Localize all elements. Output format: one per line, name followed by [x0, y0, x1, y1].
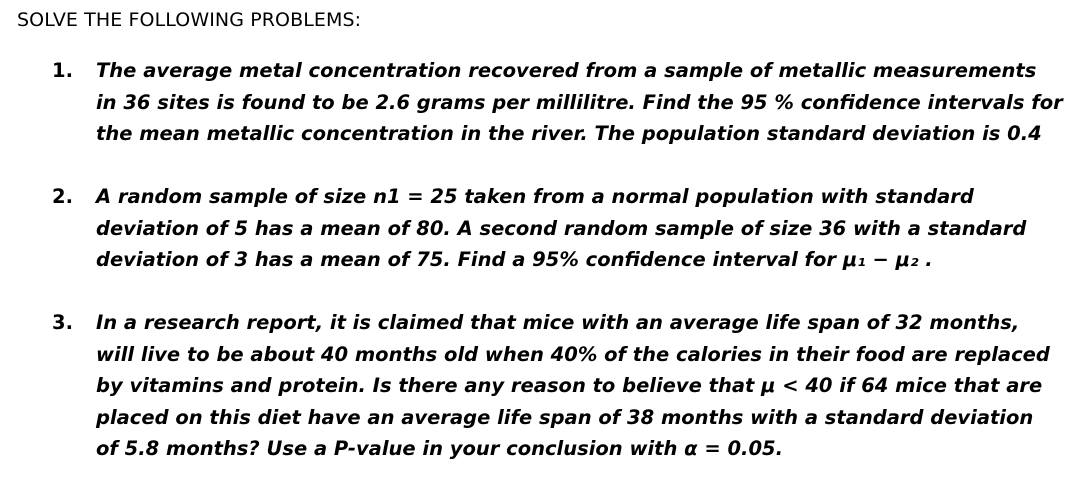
problem-line: in 36 sites is found to be 2.6 grams per millilitre. Find the 95 % confidence intervals for — [96, 90, 1063, 114]
document-heading: SOLVE THE FOLLOWING PROBLEMS: — [17, 9, 362, 31]
problem-number: 3. — [52, 311, 73, 334]
problem-line: deviation of 5 has a mean of 80. A second random sample of size 36 with a standard — [96, 216, 1027, 240]
problem-text — [96, 181, 1062, 276]
problem-line: A random sample of size n1 = 25 taken from a normal population with standard — [96, 185, 974, 208]
problem-line: deviation of 3 has a mean of 75. Find a 95% confidence interval for μ₁ − μ₂ . — [96, 248, 933, 271]
problem-line: In a research report, it is claimed that mice with an average life span of 32 months, — [96, 311, 1020, 334]
problem-line: of 5.8 months? Use a P-value in your conclusion with α = 0.05. — [96, 437, 784, 460]
problem-text — [96, 307, 1062, 465]
problem-text — [96, 55, 1062, 150]
problem-number: 2. — [52, 185, 73, 208]
problem-line: by vitamins and protein. Is there any reason to believe that μ < 40 if 64 mice that are — [96, 374, 1043, 397]
problem-line: the mean metallic concentration in the river. The population standard deviation is 0.4 — [96, 122, 1042, 145]
problem-line: The average metal concentration recovered from a sample of metallic measurements — [96, 59, 1037, 82]
problem-number: 1. — [52, 59, 73, 82]
problem-line: will live to be about 40 months old when 40% of the calories in their food are replaced — [96, 342, 1050, 366]
problem-line: placed on this diet have an average life span of 38 months with a standard deviation — [96, 405, 1034, 429]
